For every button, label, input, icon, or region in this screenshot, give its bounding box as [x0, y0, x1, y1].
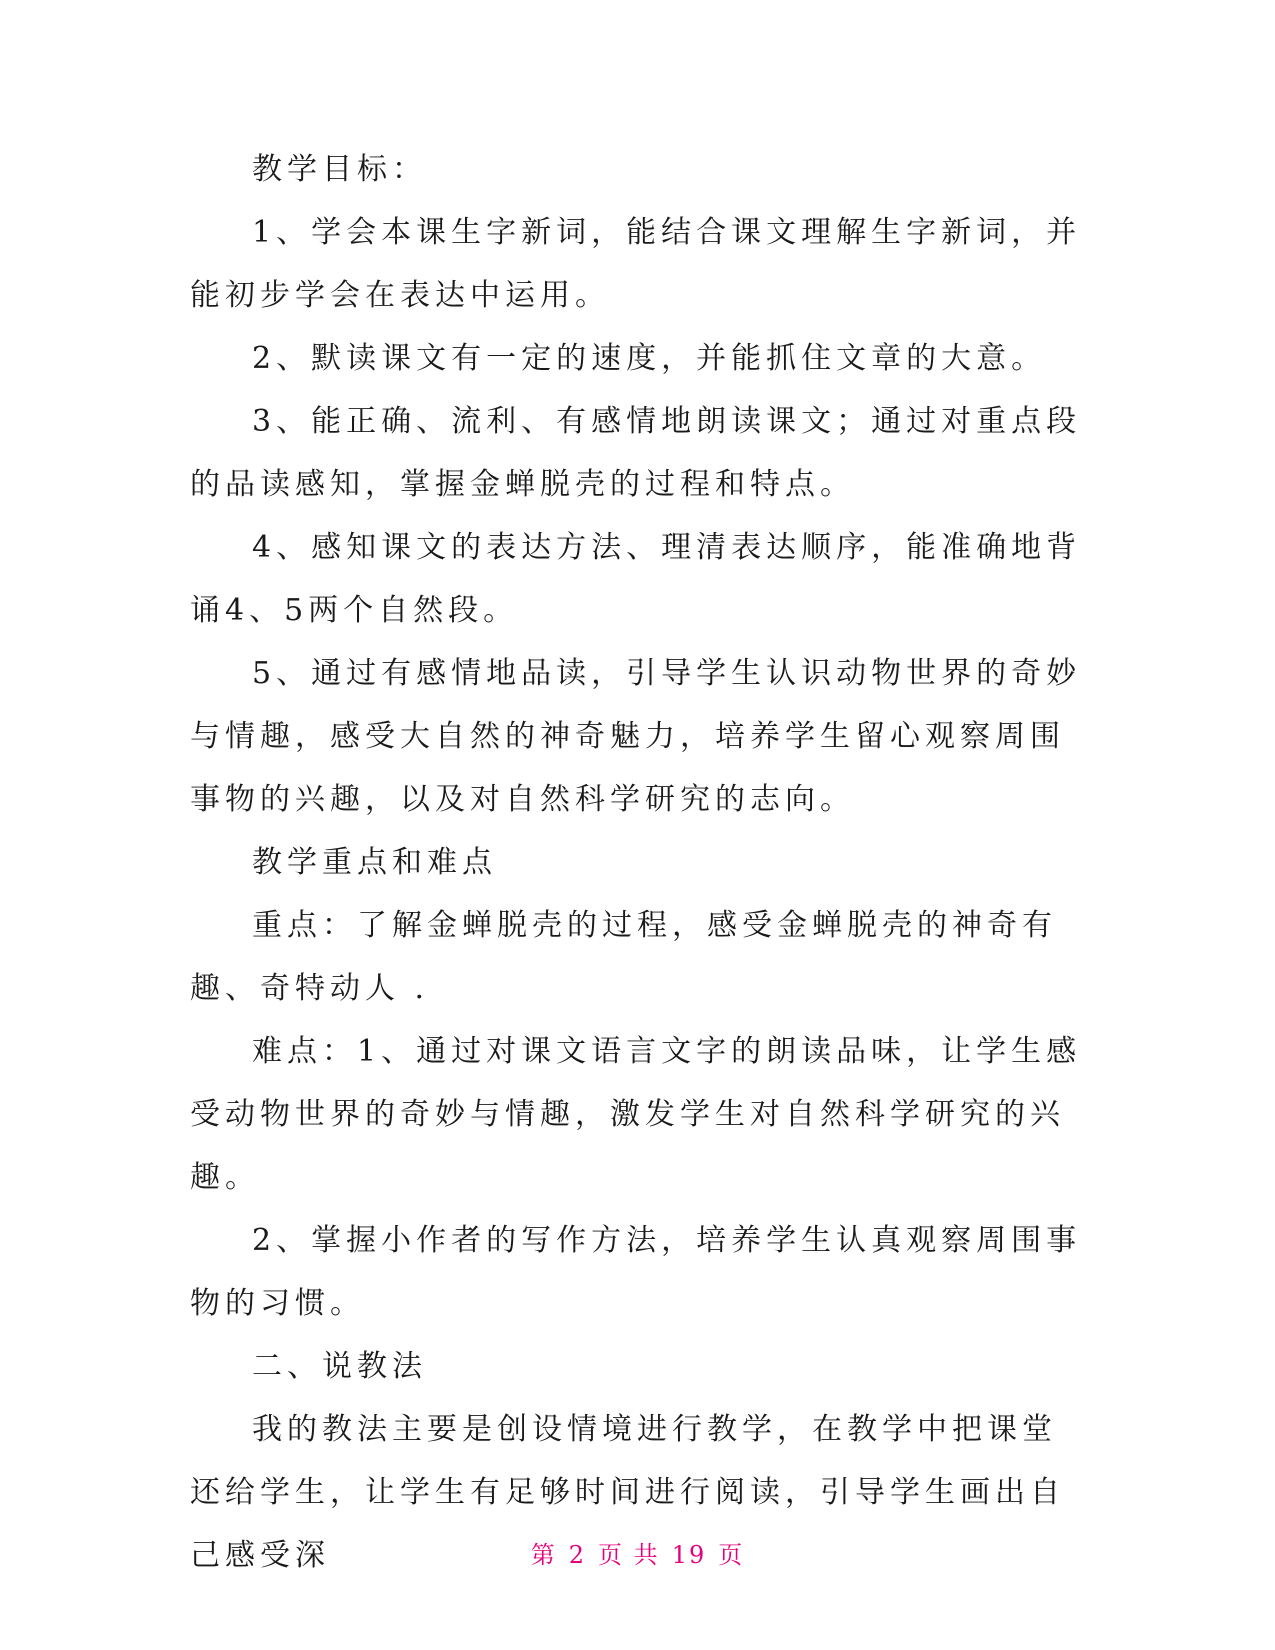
document-body: [190, 138, 1090, 1587]
footer-middle: 页 共: [598, 1541, 660, 1569]
goal-item-2: 2、默读课文有一定的速度，并能抓住文章的大意。: [252, 341, 1047, 376]
goal-item-4: 4、感知课文的表达方法、理清表达顺序，能准确地背诵4、5两个自然段。: [190, 530, 1082, 628]
teaching-method-paragraph: 我的教法主要是创设情境进行教学，在教学中把课堂还给学生，让学生有足够时间进行阅读，引导学生画出自己感受深: [190, 1412, 1065, 1573]
section-heading-key-points: 教学重点和难点: [252, 845, 497, 880]
goal-item-3: 3、能正确、流利、有感情地朗读课文；通过对重点段的品读感知，掌握金蝉脱壳的过程和特点。: [190, 404, 1082, 502]
goal-item-1: 1、学会本课生字新词，能结合课文理解生字新词，并能初步学会在表达中运用。: [190, 215, 1082, 313]
page-footer: [0, 1535, 1275, 1570]
difficulty-item-1: 难点：1、通过对课文语言文字的朗读品味，让学生感受动物世界的奇妙与情趣，激发学生对自然科学研究的兴趣。: [190, 1034, 1082, 1195]
difficulty-item-2: 2、掌握小作者的写作方法，培养学生认真观察周围事物的习惯。: [190, 1223, 1082, 1321]
section-heading-teaching-goals: 教学目标：: [252, 152, 427, 187]
section-heading-teaching-method: 二、说教法: [252, 1349, 427, 1384]
footer-current-page: 2: [568, 1541, 587, 1569]
footer-total-pages: 19: [671, 1541, 707, 1569]
footer-prefix: 第: [530, 1541, 557, 1569]
key-point-paragraph: 重点：了解金蝉脱壳的过程，感受金蝉脱壳的神奇有趣、奇特动人 .: [190, 908, 1057, 1006]
goal-item-5: 5、通过有感情地品读，引导学生认识动物世界的奇妙与情趣，感受大自然的神奇魅力，培养学生留心观察周围事物的兴趣，以及对自然科学研究的志向。: [190, 656, 1082, 817]
footer-suffix: 页: [718, 1541, 745, 1569]
